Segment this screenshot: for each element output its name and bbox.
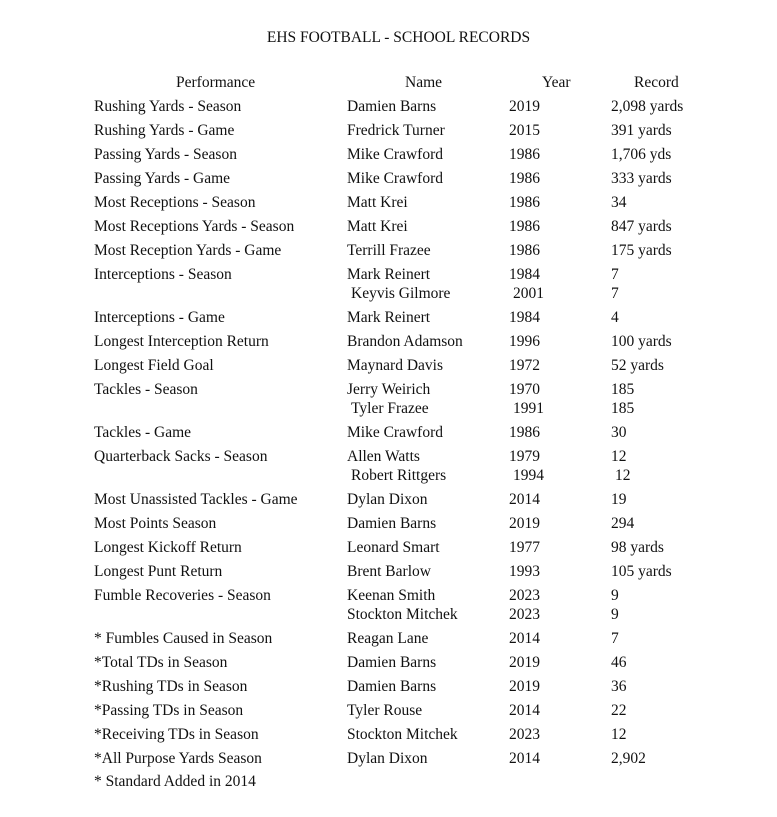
name-cell: Mark Reinert — [347, 309, 431, 326]
year-cell: 1970 — [509, 381, 540, 398]
table-row — [0, 309, 777, 331]
performance-cell: Longest Kickoff Return — [94, 539, 242, 556]
year-cell: 2014 — [509, 630, 540, 647]
record-cell: 9 — [611, 587, 619, 604]
name-cell: Brent Barlow — [347, 563, 431, 580]
table-row — [0, 563, 777, 585]
name-cell: Damien Barns — [347, 515, 437, 532]
name-cell: Dylan Dixon — [347, 491, 428, 508]
table-subrow — [0, 285, 777, 307]
year-cell: 2019 — [509, 515, 540, 532]
footnote: * Standard Added in 2014 — [94, 773, 256, 790]
name-cell: Mike Crawford — [347, 170, 443, 187]
record-cell: 30 — [611, 424, 627, 441]
table-subrow — [0, 467, 777, 489]
name-cell: Stockton Mitchek — [347, 606, 458, 623]
year-cell: 1986 — [509, 218, 540, 235]
record-cell: 391 yards — [611, 122, 672, 139]
table-row — [0, 194, 777, 216]
name-cell: Fredrick Turner — [347, 122, 445, 139]
performance-cell: *All Purpose Yards Season — [94, 750, 262, 767]
performance-cell: Interceptions - Game — [94, 309, 225, 326]
year-cell: 1979 — [509, 448, 540, 465]
table-row — [0, 750, 777, 772]
table-row — [0, 122, 777, 144]
year-cell: 1984 — [509, 309, 540, 326]
record-cell: 12 — [615, 467, 631, 484]
table-row — [0, 654, 777, 676]
record-cell: 12 — [611, 726, 627, 743]
performance-cell: * Fumbles Caused in Season — [94, 630, 273, 647]
performance-cell: Most Receptions - Season — [94, 194, 256, 211]
name-cell: Allen Watts — [347, 448, 420, 465]
header-record: Record — [634, 74, 679, 91]
name-cell: Damien Barns — [347, 98, 437, 115]
year-cell: 2023 — [509, 587, 540, 604]
name-cell: Reagan Lane — [347, 630, 429, 647]
record-cell: 2,098 yards — [611, 98, 684, 115]
name-cell: Damien Barns — [347, 654, 437, 671]
name-cell: Maynard Davis — [347, 357, 443, 374]
performance-cell: Passing Yards - Season — [94, 146, 237, 163]
performance-cell: *Receiving TDs in Season — [94, 726, 259, 743]
page-title: EHS FOOTBALL - SCHOOL RECORDS — [266, 29, 531, 46]
performance-cell: Tackles - Game — [94, 424, 192, 441]
record-cell: 4 — [611, 309, 619, 326]
year-cell: 1986 — [509, 146, 540, 163]
performance-cell: *Passing TDs in Season — [94, 702, 244, 719]
record-cell: 294 — [611, 515, 635, 532]
record-cell: 12 — [611, 448, 627, 465]
record-cell: 7 — [611, 630, 619, 647]
table-row — [0, 333, 777, 355]
table-row — [0, 678, 777, 700]
year-cell: 2019 — [509, 98, 540, 115]
name-cell: Brandon Adamson — [347, 333, 463, 350]
name-cell: Tyler Rouse — [347, 702, 423, 719]
performance-cell: Most Receptions Yards - Season — [94, 218, 295, 235]
record-cell: 22 — [611, 702, 627, 719]
performance-cell: Tackles - Season — [94, 381, 198, 398]
performance-cell: Rushing Yards - Season — [94, 98, 242, 115]
table-row — [0, 357, 777, 379]
record-cell: 34 — [611, 194, 627, 211]
record-cell: 19 — [611, 491, 627, 508]
record-cell: 105 yards — [611, 563, 672, 580]
record-cell: 175 yards — [611, 242, 672, 259]
performance-cell: Longest Field Goal — [94, 357, 214, 374]
name-cell: Mike Crawford — [347, 424, 443, 441]
table-row — [0, 491, 777, 513]
record-cell: 98 yards — [611, 539, 664, 556]
table-row — [0, 424, 777, 446]
table-row — [0, 726, 777, 748]
performance-cell: Most Reception Yards - Game — [94, 242, 282, 259]
performance-cell: Longest Punt Return — [94, 563, 223, 580]
year-cell: 1986 — [509, 424, 540, 441]
table-row — [0, 702, 777, 724]
header-name: Name — [405, 74, 443, 91]
name-cell: Mark Reinert — [347, 266, 431, 283]
table-row — [0, 170, 777, 192]
year-cell: 2014 — [509, 491, 540, 508]
name-cell: Robert Rittgers — [351, 467, 447, 484]
record-cell: 333 yards — [611, 170, 672, 187]
year-cell: 2023 — [509, 606, 540, 623]
year-cell: 2019 — [509, 654, 540, 671]
table-subrow — [0, 606, 777, 628]
performance-cell: Passing Yards - Game — [94, 170, 231, 187]
year-cell: 2001 — [513, 285, 544, 302]
table-row — [0, 242, 777, 264]
table-row — [0, 146, 777, 168]
header-year: Year — [542, 74, 571, 91]
record-cell: 847 yards — [611, 218, 672, 235]
record-cell: 185 — [611, 400, 635, 417]
name-cell: Leonard Smart — [347, 539, 440, 556]
year-cell: 1977 — [509, 539, 540, 556]
name-cell: Stockton Mitchek — [347, 726, 458, 743]
year-cell: 1972 — [509, 357, 540, 374]
name-cell: Damien Barns — [347, 678, 437, 695]
table-row — [0, 539, 777, 561]
record-cell: 36 — [611, 678, 627, 695]
year-cell: 2014 — [509, 750, 540, 767]
table-row — [0, 98, 777, 120]
name-cell: Dylan Dixon — [347, 750, 428, 767]
table-row — [0, 218, 777, 240]
year-cell: 2019 — [509, 678, 540, 695]
header-performance: Performance — [176, 74, 256, 91]
record-cell: 100 yards — [611, 333, 672, 350]
name-cell: Matt Krei — [347, 194, 408, 211]
year-cell: 2015 — [509, 122, 540, 139]
performance-cell: Rushing Yards - Game — [94, 122, 235, 139]
table-subrow — [0, 400, 777, 422]
performance-cell: Most Unassisted Tackles - Game — [94, 491, 298, 508]
year-cell: 2023 — [509, 726, 540, 743]
record-cell: 185 — [611, 381, 635, 398]
year-cell: 1991 — [513, 400, 544, 417]
record-cell: 9 — [611, 606, 619, 623]
performance-cell: Interceptions - Season — [94, 266, 232, 283]
record-cell: 2,902 — [611, 750, 646, 767]
year-cell: 1993 — [509, 563, 540, 580]
year-cell: 2014 — [509, 702, 540, 719]
record-cell: 7 — [611, 285, 619, 302]
record-cell: 46 — [611, 654, 627, 671]
performance-cell: Fumble Recoveries - Season — [94, 587, 271, 604]
name-cell: Matt Krei — [347, 218, 408, 235]
record-cell: 1,706 yds — [611, 146, 672, 163]
performance-cell: Quarterback Sacks - Season — [94, 448, 268, 465]
name-cell: Keyvis Gilmore — [351, 285, 451, 302]
name-cell: Terrill Frazee — [347, 242, 431, 259]
year-cell: 1986 — [509, 170, 540, 187]
performance-cell: Longest Interception Return — [94, 333, 269, 350]
year-cell: 1996 — [509, 333, 540, 350]
year-cell: 1986 — [509, 242, 540, 259]
performance-cell: Most Points Season — [94, 515, 217, 532]
name-cell: Jerry Weirich — [347, 381, 431, 398]
name-cell: Tyler Frazee — [351, 400, 429, 417]
record-cell: 52 yards — [611, 357, 664, 374]
year-cell: 1984 — [509, 266, 540, 283]
performance-cell: *Rushing TDs in Season — [94, 678, 248, 695]
name-cell: Keenan Smith — [347, 587, 436, 604]
table-row — [0, 630, 777, 652]
name-cell: Mike Crawford — [347, 146, 443, 163]
table-row — [0, 515, 777, 537]
record-cell: 7 — [611, 266, 619, 283]
performance-cell: *Total TDs in Season — [94, 654, 228, 671]
year-cell: 1994 — [513, 467, 544, 484]
year-cell: 1986 — [509, 194, 540, 211]
